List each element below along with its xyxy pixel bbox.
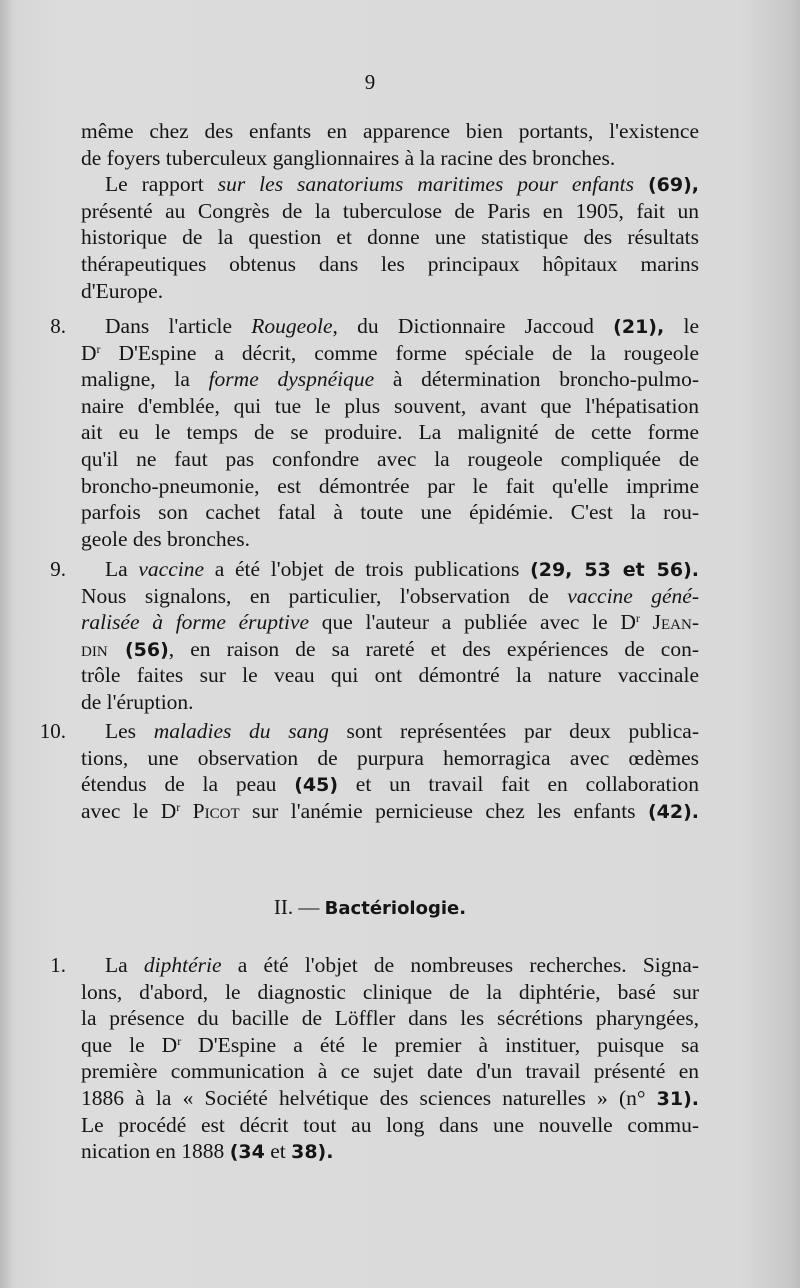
text-line: $D^r$ D'Espine a décrit, comme forme spéciale de la rougeole <box>81 340 699 365</box>
section-roman: II. — <box>273 895 320 919</box>
text-line: Nous signalons, en particulier, l'observation de vaccine géné- <box>81 583 700 608</box>
text-line: de l'éruption. <box>81 689 194 714</box>
text-line: que le $D^r$ D'Espine a été le premier à instituer, puisque sa <box>81 1032 699 1057</box>
text-line: la présence du bacille de Löffler dans les sécrétions pharyngées, <box>81 1006 699 1031</box>
reference-number: (56) <box>107 638 169 661</box>
item-number: 10. <box>39 719 66 743</box>
text-line: même chez des enfants en apparence bien portants, l'existence <box>81 119 699 143</box>
text-line: naire d'emblée, qui tue le plus souvent, avant que l'hépatisation <box>81 393 699 418</box>
text-line: de foyers tuberculeux ganglionnaires à la racine des bronches. <box>81 145 616 170</box>
text-line: nication en 1888 (34 et 38). <box>81 1139 334 1164</box>
reference-number: (42). <box>647 800 699 823</box>
text-line: La diphtérie a été l'objet de nombreuses recherches. Signa- <box>105 953 699 977</box>
item-number: 9. <box>50 557 66 581</box>
text-line: Les maladies du sang sont représentées par deux publica- <box>105 719 699 743</box>
text-line: trôle faites sur le veau qui ont démontré la nature vaccinale <box>81 663 699 688</box>
text-line: din (56), en raison de sa rareté et des expériences de con- <box>81 636 699 661</box>
item-number: 1. <box>50 953 66 977</box>
text-line: parfois son cachet fatal à toute une épidémie. C'est la rou- <box>81 500 699 525</box>
text-line: première communication à ce sujet date d'un travail présenté en <box>81 1059 699 1084</box>
page-number: 9 <box>364 70 376 94</box>
reference-number: (21), <box>613 316 665 338</box>
text-line: thérapeutiques obtenus dans les principaux hôpitaux marins <box>81 251 699 276</box>
text-line: lons, d'abord, le diagnostic clinique de la diphtérie, basé sur <box>81 979 699 1004</box>
text-line: qu'il ne faut pas confondre avec la rougeole compliquée de <box>81 446 699 471</box>
item-number: 8. <box>50 314 66 338</box>
paragraph-continuation <box>81 118 699 304</box>
section-heading <box>0 895 740 920</box>
text-line: ait eu le temps de se produire. La malignité de cette forme <box>81 420 699 445</box>
text-line: maligne, la forme dyspnéique à détermination broncho-pulmo- <box>81 367 699 392</box>
text-line: Le rapport sur les sanatoriums maritimes pour enfants (69), <box>105 172 700 197</box>
paragraph-item-8 <box>81 313 699 552</box>
text-line: 1886 à la « Société helvétique des sciences naturelles » (n° 31). <box>81 1085 699 1110</box>
text-line: ralisée à forme éruptive que l'auteur a publiée avec le $D^r$ Jean- <box>81 610 699 635</box>
paragraph-bacteriology-1 <box>81 952 699 1165</box>
text-line: La vaccine a été l'objet de trois publications (29, 53 et 56). <box>105 557 699 581</box>
text-line: Dans l'article Rougeole, du Dictionnaire Jaccoud (21), le <box>105 314 699 338</box>
text-line: tions, une observation de purpura hemorragica avec œdèmes <box>81 745 699 770</box>
text-line: étendus de la peau (45) et un travail fait en collaboration <box>81 772 699 797</box>
text-line: avec le $D^r$ Picot sur l'anémie pernicieuse chez les enfants (42). <box>81 798 699 823</box>
paragraph-item-9 <box>81 556 699 716</box>
text-line: broncho-pneumonie, est démontrée par le fait qu'elle imprime <box>81 473 699 498</box>
reference-number: 31). <box>656 1087 699 1110</box>
reference-number: (29, 53 et 56). <box>530 559 699 581</box>
section-title: Bactériologie. <box>324 898 467 919</box>
reference-number: (69), <box>647 174 700 197</box>
reference-number: (45) <box>294 774 339 797</box>
text-line: d'Europe. <box>81 278 164 303</box>
reference-number: 38). <box>291 1141 334 1164</box>
text-line: historique de la question et donne une statistique des résultats <box>81 225 699 250</box>
text-line: geole des bronches. <box>81 526 250 551</box>
reference-number: (34 <box>229 1141 265 1164</box>
text-line: présenté au Congrès de la tuberculose de Paris en 1905, fait un <box>81 198 699 223</box>
paragraph-item-10 <box>81 718 699 824</box>
text-line: Le procédé est décrit tout au long dans une nouvelle commu- <box>81 1112 699 1137</box>
